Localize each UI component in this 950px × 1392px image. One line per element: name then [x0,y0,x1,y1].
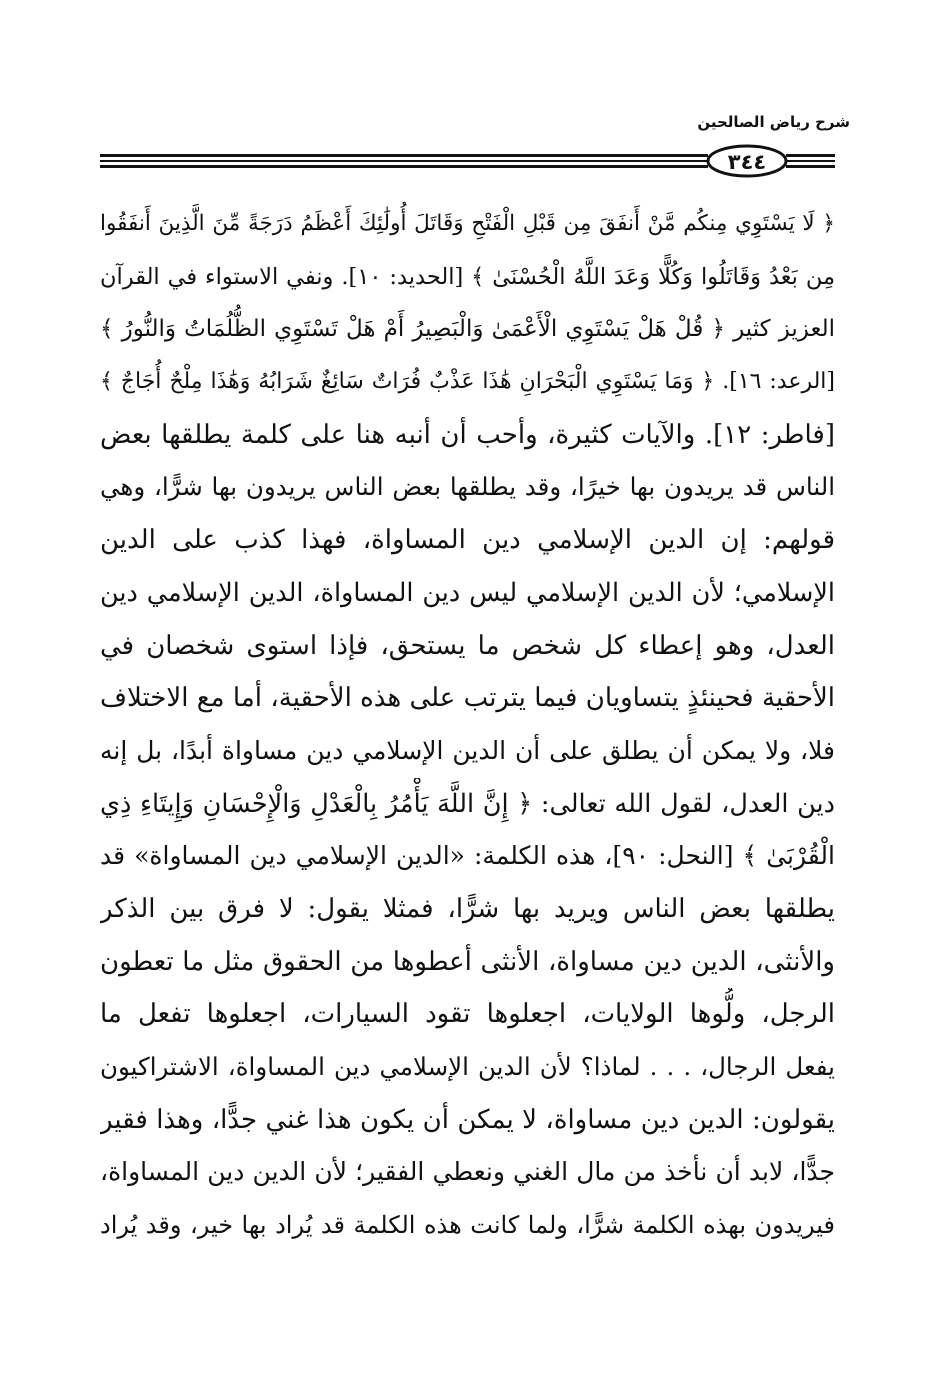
text-line: الرجل، ولُّوها الولايات، اجعلوها تقود السيارات، اجعلوها تفعل ما [100,999,835,1030]
rule-left-bottom [100,165,708,168]
text-line: يقولون: الدين دين مساواة، لا يمكن أن يكون هذا غني جدًّا، وهذا فقير [100,1104,835,1135]
text-line: الأحقية فحينئذٍ يتساويان فيما يترتب على هذه الأحقية، أما مع الاختلاف [100,683,835,714]
text-line: العزيز كثير ﴿ قُلْ هَلْ يَسْتَوِي الْأَعْمَىٰ وَالْبَصِيرُ أَمْ هَلْ تَسْتَوِي الظُّلُمَاتُ وَالنُّورُ ﴾ [100,316,835,343]
page-number: ٣٤٤ [727,150,767,174]
text-line: الناس قد يريدون بها خيرًا، وقد يطلقها بعض الناس يريدون بها شرًّا، وهي [100,472,835,502]
text-line: دين العدل، لقول الله تعالى: ﴿ إِنَّ اللَّهَ يَأْمُرُ بِالْعَدْلِ وَالْإِحْسَانِ وَإِيتَاءِ ذِي [100,788,835,819]
text-line: مِن بَعْدُ وَقَاتَلُوا وَكُلًّا وَعَدَ اللَّهُ الْحُسْنَىٰ ﴾ [الحديد: ١٠]. ونفي الاستواء في القرآن [100,263,835,290]
rule-right-middle [786,160,835,162]
header-rule-with-page-number [100,142,835,178]
text-line: فلا، ولا يمكن أن يطلق على أن الدين الإسلامي دين مساواة أبدًا، بل إنه [100,735,835,765]
text-line: ﴿ لَا يَسْتَوِي مِنكُم مَّنْ أَنفَقَ مِن قَبْلِ الْفَتْحِ وَقَاتَلَ أُولَٰئِكَ أَعْظَمُ دَرَجَةً مِّنَ الَّذِينَ أَنفَقُوا [100,211,835,236]
text-line: الْقُرْبَىٰ ﴾ [النحل: ٩٠]، هذه الكلمة: «الدين الإسلامي دين المساواة» قد [100,841,835,871]
body-text [100,198,835,1252]
text-line: [فاطر: ١٢]. والآيات كثيرة، وأحب أن أنبه هنا على كلمة يطلقها بعض [100,419,835,450]
text-line: الإسلامي؛ لأن الدين الإسلامي ليس دين المساواة، الدين الإسلامي دين [100,577,835,608]
text-line: [الرعد: ١٦]. ﴿ وَمَا يَسْتَوِي الْبَحْرَانِ هَٰذَا عَذْبٌ فُرَاتٌ سَائِغٌ شَرَابُهُ وَهَٰذَا مِلْحٌ أُجَاجٌ ﴾ [100,369,835,395]
text-line: فيريدون بهذه الكلمة شرًّا، ولما كانت هذه الكلمة قد يُراد بها خير، وقد يُراد [100,1211,835,1240]
text-line: جدًّا، لابد أن نأخذ من مال الغني ونعطي الفقير؛ لأن الدين دين المساواة، [100,1157,835,1187]
text-line: يفعل الرجال، . . . لماذا؟ لأن الدين الإسلامي دين المساواة، الاشتراكيون [100,1052,835,1081]
rule-right-top [786,154,835,157]
running-title: شرح رياض الصالحين [697,113,850,131]
rule-left-top [100,154,708,157]
text-line: والأنثى، الدين دين مساواة، الأنثى أعطوها من الحقوق مثل ما تعطون [100,946,835,977]
text-line: يطلقها بعض الناس ويريد بها شرًّا، فمثلا يقول: لا فرق بين الذكر [100,893,835,924]
text-line: العدل، وهو إعطاء كل شخص ما يستحق، فإذا استوى شخصان في [100,630,835,661]
rule-left-middle [100,160,708,162]
rule-right-bottom [786,165,835,168]
text-line: قولهم: إن الدين الإسلامي دين المساواة، فهذا كذب على الدين [100,525,835,556]
